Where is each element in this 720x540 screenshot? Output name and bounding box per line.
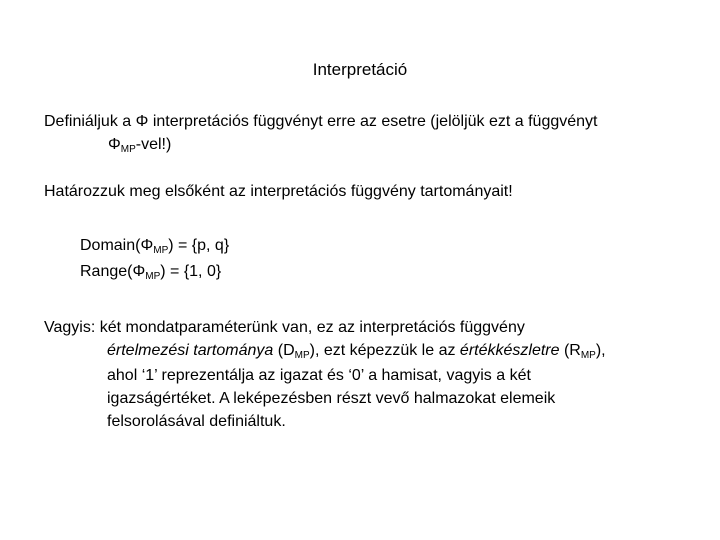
d-subscript: MP	[294, 350, 310, 361]
summary-line-4: igazságértéket. A leképezésben részt vevő halmazokat elemeik	[107, 390, 556, 407]
domain-term: értelmezési tartománya	[107, 342, 274, 359]
definition-line-2	[44, 133, 704, 158]
definition-line-2-rest: -vel!)	[135, 136, 172, 153]
summary-line-3: ahol ‘1’ reprezentálja az igazat és ‘0’ a hamisat, vagyis a két	[107, 367, 531, 384]
summary-paragraph	[44, 316, 704, 433]
phi-symbol: Φ	[108, 136, 121, 153]
summary-line-5: felsorolásával definiáltuk.	[107, 413, 286, 430]
summary-line-2	[44, 339, 704, 364]
range-term: értékkészletre	[459, 342, 560, 359]
r-open: (R	[559, 342, 581, 359]
definition-line-1: Definiáljuk a Φ interpretációs függvényt erre az esetre (jelöljük ezt a függvényt	[44, 113, 598, 130]
summary-mid: ), ezt képezzük le az	[309, 342, 460, 359]
range-subscript: MP	[145, 271, 161, 282]
slide-title: Interpretáció	[312, 60, 408, 79]
range-suffix: ) = {1, 0}	[160, 263, 222, 280]
d-open: (D	[273, 342, 295, 359]
domain-prefix: Domain(Φ	[80, 237, 154, 254]
definition-paragraph	[44, 110, 704, 158]
r-subscript: MP	[580, 350, 596, 361]
domain-subscript: MP	[153, 245, 169, 256]
r-close: ),	[595, 342, 606, 359]
formula-block	[80, 234, 229, 286]
range-prefix: Range(Φ	[80, 263, 146, 280]
domain-suffix: ) = {p, q}	[168, 237, 230, 254]
ranges-paragraph: Határozzuk meg elsőként az interpretációs függvény tartományait!	[44, 183, 513, 200]
range-formula	[80, 260, 229, 286]
domain-formula	[80, 234, 229, 260]
summary-line-1: Vagyis: két mondatparaméterünk van, ez az interpretációs függvény	[44, 319, 525, 336]
phi-subscript: MP	[120, 144, 136, 155]
